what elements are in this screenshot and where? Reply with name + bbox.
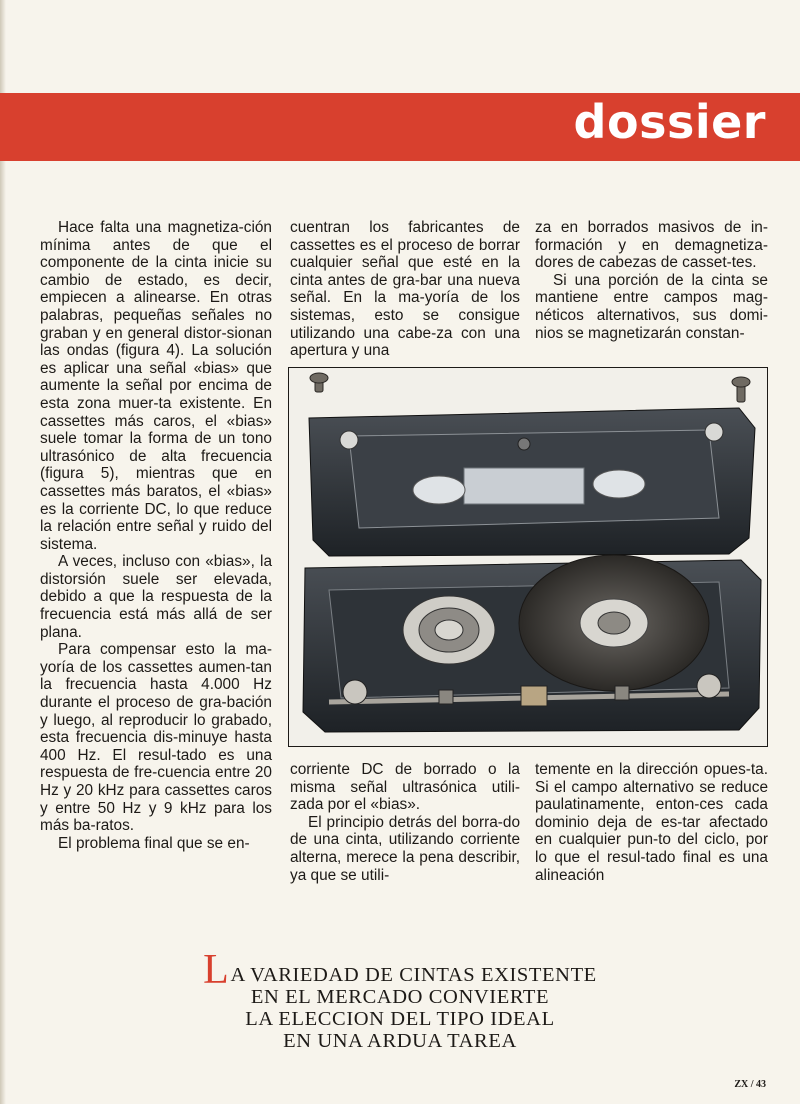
paragraph: za en borrados masivos de in-formación y en demagnetiza-dores de cabezas de casset-tes.	[535, 219, 768, 272]
section-banner	[0, 93, 800, 161]
pull-quote-initial: L	[203, 947, 230, 993]
cassette-illustration	[288, 367, 768, 747]
paragraph: El problema final que se en-	[58, 834, 250, 852]
paragraph: Hace falta una magnetiza-ción mínima antes de que el componente de la cinta inicie su cambio de estado, es decir, empiecen a alinearse. En otras palabras, pequeñas señales no graban y en general distor-sionan las ondas (figura 4). La solución es aplicar una señal «bias» que aumente la señal por encima de esta zona muer-ta existente. En cassettes más caros, el «bias» suele tomar la forma de un tono ultrasónico de alta frecuencia (figura 5), mientras que en cassettes más baratos, el «bias» es la corriente DC, lo que reduce la relación entre señal y ruido del sistema.	[40, 219, 272, 553]
paragraph: cuentran los fabricantes de cassettes es el proceso de borrar cualquier señal que esté en la cinta antes de gra-bar una nueva señal. En la ma-yoría de los sistemas, esto se consigue utilizando una cabe-za con una apertura y una	[290, 219, 520, 360]
pull-quote	[150, 947, 650, 1052]
open-cassette-icon	[289, 368, 767, 746]
page-binding-shadow	[0, 0, 6, 1104]
paragraph: El principio detrás del borra-do de una cinta, utilizando corriente alterna, merece la pena describir, ya que se utili-	[290, 813, 520, 884]
pull-quote-line-3: LA ELECCION DEL TIPO IDEAL	[245, 1008, 555, 1030]
pull-quote-text: A VARIEDAD DE CINTAS EXISTENTE	[230, 964, 597, 986]
paragraph: corriente DC de borrado o la misma señal ultrasónica utili-zada por el «bias».	[290, 761, 520, 814]
paragraph: Si una porción de la cinta se mantiene entre campos mag-néticos alternativos, sus domi-nios se magnetizarán constan-	[535, 271, 768, 342]
section-title: dossier	[573, 95, 766, 149]
pull-quote-line-2: EN EL MERCADO CONVIERTE	[250, 986, 550, 1008]
paragraph: A veces, incluso con «bias», la distorsión suele ser elevada, debido a que la respuesta de la frecuencia está más allá de ser plana.	[40, 553, 272, 641]
article-column-3-bottom	[535, 761, 768, 884]
paragraph: Para compensar esto la ma-yoría de los cassettes aumen-tan la frecuencia hasta 4.000 Hz durante el proceso de gra-bación y luego, al reproducir lo grabado, esta frecuencia dis-minuye hasta 400 Hz. El resul-tado es una respuesta de fre-cuencia entre 20 Hz y 20 kHz para cassettes caros y entre 50 Hz y 9 kHz para los más ba-ratos.	[40, 641, 272, 835]
article-column-2-bottom	[290, 761, 520, 884]
article-column-3-top	[535, 219, 768, 342]
article-column-1	[40, 219, 272, 852]
page-number: ZX / 43	[734, 1079, 766, 1090]
pull-quote-line-1	[150, 947, 650, 993]
pull-quote-line-4: EN UNA ARDUA TAREA	[283, 1030, 517, 1052]
article-column-2-top	[290, 219, 520, 360]
paragraph: temente en la dirección opues-ta. Si el campo alternativo se reduce paulatinamente, enton-ces cada dominio deja de es-tar afectado en cualquier pun-to del ciclo, por lo que el resul-tado final es una alineación	[535, 761, 768, 884]
